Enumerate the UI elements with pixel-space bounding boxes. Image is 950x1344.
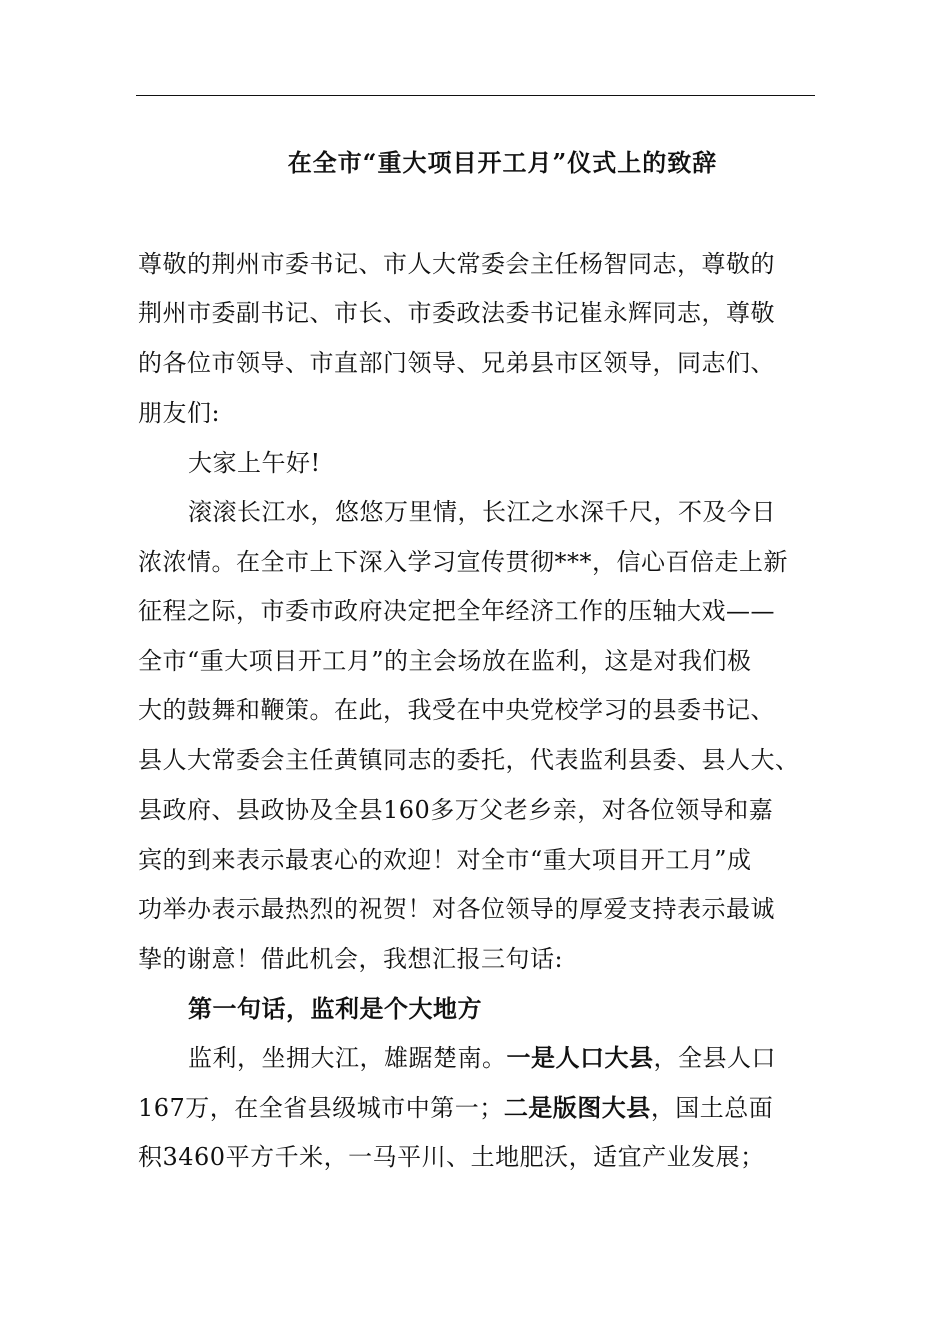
paragraph-line: 宾的到来表示最衷心的欢迎！对全市“重大项目开工月”成 [138, 846, 752, 874]
paragraph-line: 滚滚长江水，悠悠万里情，长江之水深千尺，不及今日 [188, 498, 776, 526]
paragraph-line: 征程之际，市委市政府决定把全年经济工作的压轴大戏—— [138, 597, 775, 625]
paragraph-line [188, 1038, 950, 1078]
salutation-line: 的各位市领导、市直部门领导、兄弟县市区领导，同志们、 [138, 349, 775, 377]
paragraph-line: 大的鼓舞和鞭策。在此，我受在中央党校学习的县委书记、 [138, 696, 775, 724]
section-heading: 第一句话，监利是个大地方 [188, 994, 482, 1023]
paragraph-line: 全市“重大项目开工月”的主会场放在监利，这是对我们极 [138, 647, 752, 675]
paragraph-line: 浓浓情。在全市上下深入学习宣传贯彻***，信心百倍走上新 [138, 548, 788, 576]
paragraph-line: 县人大常委会主任黄镇同志的委托，代表监利县委、县人大、 [138, 746, 800, 774]
paragraph-text: 监利，坐拥大江，雄踞楚南。 [188, 1044, 507, 1072]
salutation-line: 尊敬的荆州市委书记、市人大常委会主任杨智同志，尊敬的 [138, 250, 775, 278]
paragraph-line [138, 1088, 950, 1128]
header-rule [136, 95, 815, 96]
emphasis-text: 二是版图大县 [503, 1093, 651, 1122]
paragraph-line: 县政府、县政协及全县160多万父老乡亲，对各位领导和嘉 [138, 796, 774, 824]
paragraph-text: 167万，在全省县级城市中第一； [138, 1094, 504, 1122]
salutation-line: 荆州市委副书记、市长、市委政法委书记崔永辉同志，尊敬 [138, 299, 775, 327]
paragraph-line: 积3460平方千米，一马平川、土地肥沃，适宜产业发展； [138, 1143, 765, 1171]
paragraph-line: 功举办表示最热烈的祝贺！对各位领导的厚爱支持表示最诚 [138, 895, 775, 923]
paragraph-text: ，全县人口 [653, 1044, 776, 1072]
document-title: 在全市“重大项目开工月”仪式上的致辞 [287, 148, 718, 177]
salutation-line: 朋友们: [138, 399, 221, 427]
emphasis-text: 一是人口大县 [506, 1043, 654, 1072]
paragraph-line: 挚的谢意！借此机会，我想汇报三句话: [138, 945, 564, 973]
paragraph-text: ，国土总面 [650, 1094, 774, 1122]
greeting: 大家上午好! [188, 449, 321, 477]
